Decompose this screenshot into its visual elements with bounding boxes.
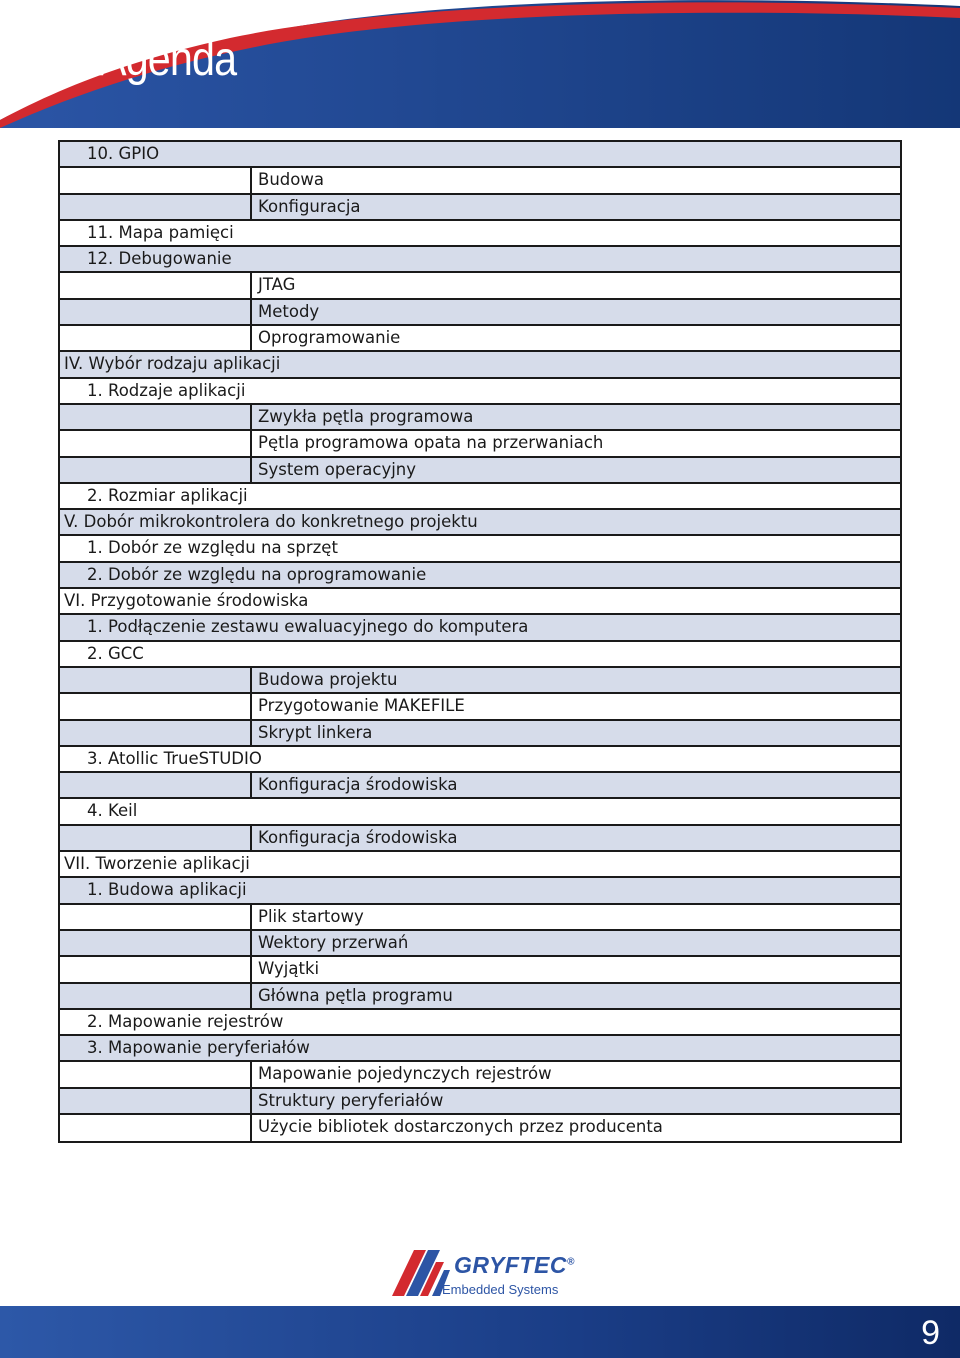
agenda-row [60, 931, 900, 957]
agenda-row [60, 352, 900, 378]
agenda-row [60, 668, 900, 694]
agenda-row [60, 405, 900, 431]
page-header [0, 0, 960, 128]
agenda-item-text: Wyjątki [258, 959, 320, 979]
column-divider [250, 326, 252, 350]
agenda-item-text: VII. Tworzenie aplikacji [64, 854, 250, 874]
logo-name: GRYFTEC® [454, 1252, 575, 1278]
column-divider [250, 431, 252, 455]
column-divider [250, 826, 252, 850]
agenda-row [60, 642, 900, 668]
agenda-item-text: Konfiguracja [258, 196, 361, 216]
column-divider [250, 773, 252, 797]
agenda-item-text: 10. GPIO [87, 144, 160, 163]
agenda-row [60, 536, 900, 562]
agenda-row [60, 326, 900, 352]
agenda-item-text: JTAG [258, 275, 296, 295]
column-divider [250, 668, 252, 692]
agenda-row [60, 1089, 900, 1115]
column-divider [250, 300, 252, 324]
column-divider [250, 1062, 252, 1086]
agenda-item-text: 1. Rodzaje aplikacji [87, 380, 246, 400]
agenda-item-text: 3. Atollic TrueSTUDIO [87, 748, 262, 768]
column-divider [250, 273, 252, 297]
agenda-item-text: Skrypt linkera [258, 722, 373, 742]
agenda-row [60, 247, 900, 273]
agenda-item-text: Konfiguracja środowiska [258, 827, 458, 847]
agenda-item-text: Budowa projektu [258, 669, 398, 689]
agenda-item-text: 3. Mapowanie peryferiałów [87, 1038, 310, 1058]
agenda-item-text: Konfiguracja środowiska [258, 775, 458, 795]
agenda-row [60, 168, 900, 194]
agenda-item-text: VI. Przygotowanie środowiska [64, 591, 309, 611]
agenda-row [60, 721, 900, 747]
agenda-row [60, 826, 900, 852]
agenda-row [60, 589, 900, 615]
agenda-row [60, 431, 900, 457]
column-divider [250, 168, 252, 192]
agenda-row [60, 273, 900, 299]
agenda-row [60, 458, 900, 484]
agenda-row [60, 221, 900, 247]
agenda-row [60, 957, 900, 983]
logo-subtitle: Embedded Systems [442, 1282, 559, 1297]
agenda-row [60, 694, 900, 720]
column-divider [250, 905, 252, 929]
agenda-item-text: Metody [258, 301, 320, 321]
agenda-item-text: 2. Rozmiar aplikacji [87, 485, 248, 505]
column-divider [250, 931, 252, 955]
agenda-row [60, 195, 900, 221]
agenda-item-text: Użycie bibliotek dostarczonych przez producenta [258, 1116, 663, 1136]
column-divider [250, 694, 252, 718]
page-title: 3. Agenda [58, 33, 237, 86]
agenda-row [60, 142, 900, 168]
agenda-item-text: 12. Debugowanie [87, 249, 232, 269]
agenda-item-text: Budowa [258, 170, 324, 190]
agenda-item-text: 2. Mapowanie rejestrów [87, 1011, 284, 1031]
agenda-row [60, 1115, 900, 1141]
column-divider [250, 458, 252, 482]
page-number: 9 [921, 1314, 940, 1352]
agenda-item-text: Przygotowanie MAKEFILE [258, 696, 465, 716]
agenda-item-text: 2. Dobór ze względu na oprogramowanie [87, 564, 427, 584]
agenda-item-text: Oprogramowanie [258, 328, 401, 348]
agenda-row [60, 905, 900, 931]
column-divider [250, 957, 252, 981]
agenda-item-text: Zwykła pętla programowa [258, 406, 474, 426]
agenda-item-text: Plik startowy [258, 906, 364, 926]
agenda-item-text: Główna pętla programu [258, 985, 453, 1005]
agenda-row [60, 300, 900, 326]
agenda-row [60, 615, 900, 641]
page-footer [0, 1306, 960, 1358]
agenda-item-text: IV. Wybór rodzaju aplikacji [64, 354, 281, 374]
agenda-row [60, 799, 900, 825]
column-divider [250, 721, 252, 745]
agenda-row [60, 484, 900, 510]
agenda-row [60, 878, 900, 904]
agenda-item-text: 1. Podłączenie zestawu ewaluacyjnego do komputera [87, 617, 529, 637]
agenda-item-text: 11. Mapa pamięci [87, 222, 234, 242]
agenda-row [60, 747, 900, 773]
agenda-row [60, 984, 900, 1010]
agenda-item-text: 2. GCC [87, 643, 144, 663]
agenda-row [60, 510, 900, 536]
agenda-row [60, 1036, 900, 1062]
column-divider [250, 984, 252, 1008]
agenda-item-text: Mapowanie pojedynczych rejestrów [258, 1064, 552, 1084]
column-divider [250, 1089, 252, 1113]
agenda-item-text: 1. Budowa aplikacji [87, 880, 247, 900]
agenda-item-text: System operacyjny [258, 459, 417, 479]
agenda-item-text: Pętla programowa opata na przerwaniach [258, 433, 604, 453]
agenda-item-text: V. Dobór mikrokontrolera do konkretnego projektu [64, 512, 478, 532]
agenda-item-text: Wektory przerwań [258, 932, 409, 952]
agenda-row [60, 563, 900, 589]
column-divider [250, 1115, 252, 1141]
agenda-row [60, 852, 900, 878]
agenda-table [58, 140, 902, 1143]
agenda-item-text: 4. Keil [87, 801, 138, 821]
agenda-row [60, 1010, 900, 1036]
agenda-row [60, 1062, 900, 1088]
column-divider [250, 195, 252, 219]
gryftec-logo [392, 1248, 582, 1300]
agenda-item-text: 1. Dobór ze względu na sprzęt [87, 538, 338, 558]
agenda-row [60, 379, 900, 405]
agenda-row [60, 773, 900, 799]
agenda-item-text: Struktury peryferiałów [258, 1090, 444, 1110]
column-divider [250, 405, 252, 429]
